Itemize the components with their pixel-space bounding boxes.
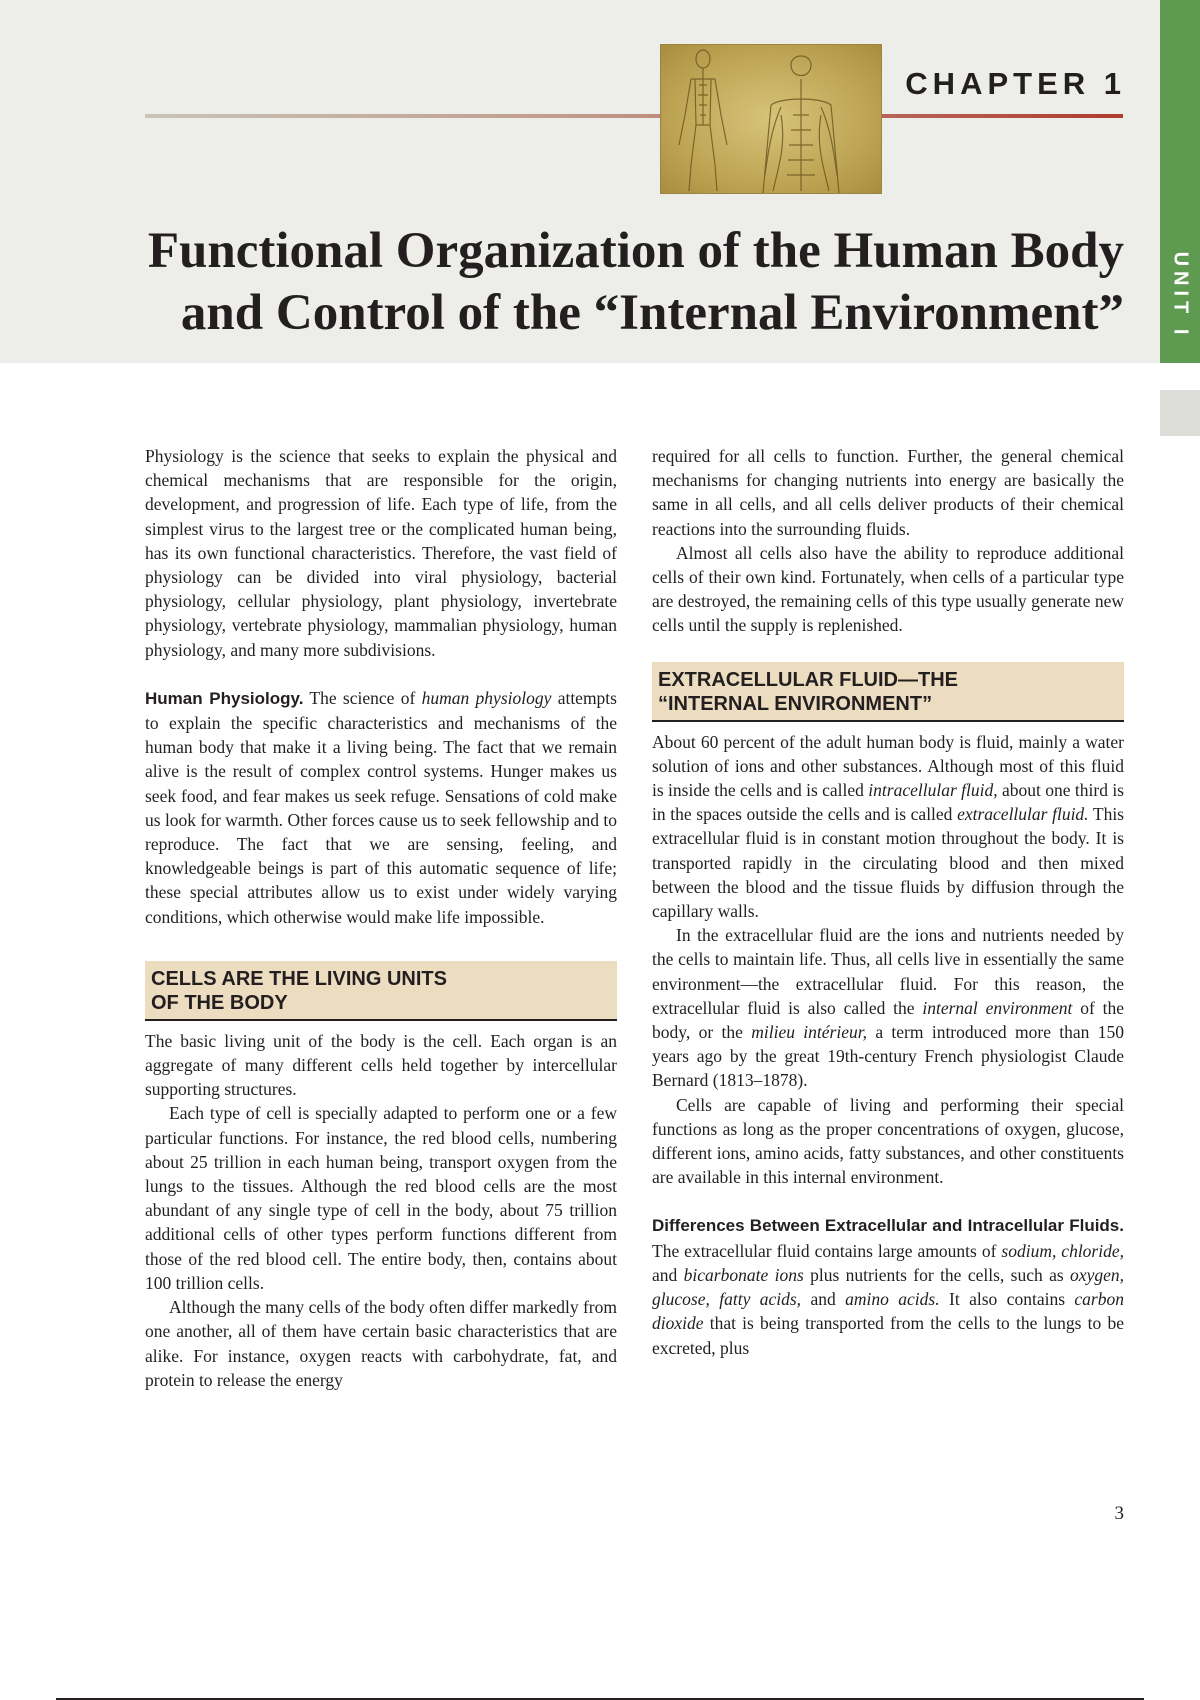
chapter-rule: [145, 114, 1123, 118]
human-physiology-paragraph: [145, 686, 617, 929]
unit-label: [1160, 240, 1200, 350]
italic-term: bicarbonate ions: [683, 1264, 804, 1285]
cells-paragraph-2: Each type of cell is specially adapted to perform one or a few particular functions. For instance, the red blood cells, numbering about 25 trillion in each human being, transport oxygen from the lungs to the tissues. Although the red blood cells are the most abundant of any single type of cell in the body, about 75 trillion additional cells of other types perform functions different from those of the red blood cell. The entire body, then, contains about 100 trillion cells.: [145, 1103, 617, 1293]
page-number: 3: [1114, 1503, 1124, 1524]
intro-paragraph: Physiology is the science that seeks to explain the physical and chemical mechanisms that are responsible for the origin, development, and progression of life. Each type of life, from the simplest virus to the largest tree or the complicated human being, has its own functional characteristics. Therefore, the vast field of physiology can be divided into viral physiology, bacterial physiology, cellular physiology, plant physiology, invertebrate physiology, vertebrate physiology, mammalian physiology, human physiology, and many more subdivisions.: [145, 446, 617, 660]
italic-term: milieu intérieur,: [751, 1022, 867, 1043]
paragraph-text: The science of: [303, 687, 422, 708]
cells-continued-paragraph: required for all cells to function. Further, the general chemical mechanisms for changing nutrients into energy are basically the same in all cells, and all cells deliver products of their chemical reactions into the surrounding fluids.: [652, 446, 1124, 539]
anatomy-figure-drawing: [661, 45, 881, 193]
paragraph-text: plus nutrients for the cells, such as: [803, 1264, 1071, 1285]
italic-term: human physiology: [421, 687, 552, 708]
differences-runin: Differences Between Extracellular and Intracellular Fluids.: [652, 1216, 1124, 1236]
chapter-title: [100, 220, 1124, 344]
section-heading-line-1: CELLS ARE THE LIVING UNITS: [151, 967, 447, 990]
cells-paragraph-1: The basic living unit of the body is the cell. Each organ is an aggregate of many different cells held together by intercellular supporting structures.: [145, 1030, 617, 1100]
ecf-paragraph-2: [652, 923, 1124, 1092]
paragraph-text: that is being transported from the cells to the lungs to be excreted, plus: [652, 1313, 1124, 1358]
chapter-title-line-2: and Control of the “Internal Environment”: [180, 285, 1124, 341]
paragraph-text: In the extracellular fluid are the ions and nutrients needed by the cells to maintain life. Thus, all cells live in essentially the same environment—the extracellular fluid. For this reason, the extracellular fluid is also called the: [652, 925, 1124, 1018]
section-heading-cells: [145, 961, 617, 1021]
ecf-paragraph-1: [652, 730, 1124, 924]
chapter-label: CHAPTER 1: [905, 66, 1126, 101]
section-heading-line-2: “INTERNAL ENVIRONMENT”: [658, 692, 933, 715]
paragraph-text: This extracellular fluid is in constant motion throughout the body. It is transported rapidly in the circulating blood and then mixed between the blood and the tissue fluids by diffusion through the capillary walls.: [652, 804, 1124, 922]
section-heading-line-1: EXTRACELLULAR FLUID—THE: [658, 668, 958, 691]
section-heading-line-2: OF THE BODY: [151, 991, 288, 1014]
italic-term: amino acids.: [845, 1289, 940, 1310]
cells-reproduce-paragraph: Almost all cells also have the ability to reproduce additional cells of their own kind. Fortunately, when cells of a particular type are destroyed, the remaining cells of this type usually generate new cells until the supply is replenished.: [652, 542, 1124, 636]
paragraph-text: of the body, or the: [652, 997, 1124, 1043]
unit-label-text: UNIT I: [1169, 251, 1192, 339]
anatomy-illustration: [660, 44, 882, 194]
paragraph-text: a term introduced more than 150 years ago by the great 19th-century French physiologist Claude Bernard (1813–1878).: [652, 1022, 1125, 1091]
right-text-column: [652, 444, 1124, 1360]
ecf-paragraph-3: Cells are capable of living and performing their special functions as long as the proper concentrations of oxygen, glucose, different ions, amino acids, fatty substances, and other constituents are available in this internal environment.: [652, 1094, 1124, 1188]
italic-term: oxygen, glucose, fatty acids,: [652, 1264, 1124, 1310]
paragraph-text: The extracellular fluid contains large amounts of: [652, 1240, 1002, 1261]
italic-term: extracellular fluid.: [957, 804, 1089, 825]
chapter-title-line-1: Functional Organization of the Human Body: [147, 223, 1124, 279]
human-physiology-runin: Human Physiology.: [145, 688, 304, 708]
section-heading-extracellular-fluid: [652, 662, 1124, 722]
paragraph-text: attempts to explain the specific characteristics and mechanisms of the human body that make it a living being. The fact that we remain alive is the result of complex control systems. Hunger makes us seek food, and fear makes us seek refuge. Sensations of cold make us look for warmth. Other forces cause us to seek fellowship and to reproduce. The fact that we are sensing, feeling, and knowledgeable beings is part of this automatic sequence of life; these special attributes allow us to exist under widely varying conditions, which otherwise would make life impossible.: [145, 687, 617, 927]
differences-paragraph: [652, 1213, 1124, 1359]
side-tab-marker: [1160, 390, 1200, 436]
italic-term: carbon dioxide: [652, 1289, 1124, 1334]
left-text-column: [145, 444, 617, 1392]
paragraph-text: about one third is in the spaces outside the cells and is called: [652, 780, 1124, 825]
italic-term: intracellular fluid,: [868, 780, 998, 801]
italic-term: sodium, chloride,: [1001, 1240, 1124, 1261]
paragraph-text: It also contains: [939, 1289, 1075, 1310]
cells-paragraph-3: Although the many cells of the body often differ markedly from one another, all of them have certain basic characteristics that are alike. For instance, oxygen reacts with carbohydrate, fat, and protein to release the energy: [145, 1297, 617, 1390]
paragraph-text: and: [801, 1289, 846, 1310]
paragraph-text: and: [652, 1264, 684, 1285]
italic-term: internal environment: [922, 997, 1073, 1018]
paragraph-text: About 60 percent of the adult human body is fluid, mainly a water solution of ions and other substances. Although most of this fluid is inside the cells and is called: [652, 731, 1124, 801]
